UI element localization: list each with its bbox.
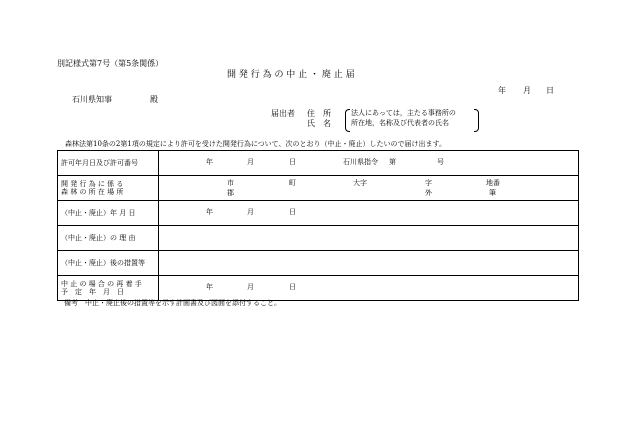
date-day: 日	[546, 86, 554, 95]
stop-date-label: （中止・廃止）年 月 日	[61, 209, 136, 217]
permit-year: 年	[206, 158, 213, 166]
address-label: 住 所	[307, 109, 331, 118]
location-label-line1: 開 発 行 為 に 係 る	[61, 179, 124, 188]
name-label: 氏 名	[307, 119, 331, 128]
table-row	[58, 226, 579, 251]
table-label-cell	[58, 226, 159, 251]
restart-year: 年	[206, 283, 213, 291]
location-ooaza: 大字	[353, 179, 367, 187]
date-month: 月	[523, 86, 531, 95]
location-machi: 町	[289, 179, 296, 187]
permit-date-number-label: 許可年月日及び許可番号	[61, 159, 138, 167]
table-row	[58, 151, 579, 176]
restart-month: 月	[247, 283, 254, 291]
location-hoka: 外	[425, 189, 432, 197]
location-aza: 字	[425, 179, 432, 187]
table-label-cell	[58, 176, 159, 201]
stop-month: 月	[247, 208, 254, 216]
restart-label-line2: 予 定 年 月 日	[61, 288, 124, 296]
date-year: 年	[498, 86, 506, 95]
stop-date-value[interactable]	[159, 201, 579, 226]
forest-location-value[interactable]	[159, 176, 579, 201]
stop-reason-value[interactable]	[159, 226, 579, 251]
form-title: 開 発 行 為 の 中 止 ・ 廃 止 届	[227, 70, 355, 80]
form-table	[57, 150, 579, 301]
location-gun: 郡	[227, 189, 234, 197]
stop-day: 日	[289, 208, 296, 216]
form-number: 別記様式第7号（第5条関係）	[57, 59, 164, 68]
permit-day: 日	[289, 158, 296, 166]
restart-day: 日	[289, 283, 296, 291]
permit-dai: 第	[389, 158, 396, 166]
submitter-label: 届出者	[271, 109, 295, 118]
table-label-cell	[58, 276, 159, 301]
remarks-note: 備考 中止・廃止後の措置等を示す計画書及び図面を添付すること。	[64, 299, 281, 307]
permit-month: 月	[247, 158, 254, 166]
table-label-cell	[58, 201, 159, 226]
restart-label-line1: 中 止 の 場 合 の 再 着 手	[61, 279, 142, 288]
table-label-cell	[58, 251, 159, 276]
honorific: 殿	[150, 95, 158, 104]
table-row	[58, 251, 579, 276]
restart-date-value[interactable]	[159, 276, 579, 301]
intro-text: 森林法第10条の2第1項の規定により許可を受けた開発行為について、次のとおり（中止・廃止）したいので届け出ます。	[65, 140, 446, 148]
stop-year: 年	[206, 208, 213, 216]
table-row	[58, 176, 579, 201]
post-measures-label: （中止・廃止）後の措置等	[61, 259, 145, 267]
table-label-cell	[58, 151, 159, 176]
stop-reason-label: （中止・廃止）の 理 由	[61, 234, 136, 242]
table-row	[58, 276, 579, 301]
location-chiban: 地番	[486, 179, 500, 187]
permit-date-number-value[interactable]	[159, 151, 579, 176]
permit-office: 石川県指令	[343, 158, 378, 166]
post-measures-value[interactable]	[159, 251, 579, 276]
location-label-line2: 森 林 の 所 在 場 所	[61, 188, 124, 196]
corp-note-line1: 法人にあっては，主たる事務所の	[351, 109, 456, 117]
permit-gou: 号	[437, 158, 444, 166]
table-row	[58, 201, 579, 226]
addressee: 石川県知事	[72, 95, 112, 104]
corp-note-line2: 所在地，名称及び代表者の氏名	[351, 119, 449, 127]
location-shi: 市	[227, 179, 234, 187]
bracket-right	[474, 109, 479, 132]
bracket-left	[345, 109, 350, 132]
location-hitsu: 筆	[489, 189, 496, 197]
